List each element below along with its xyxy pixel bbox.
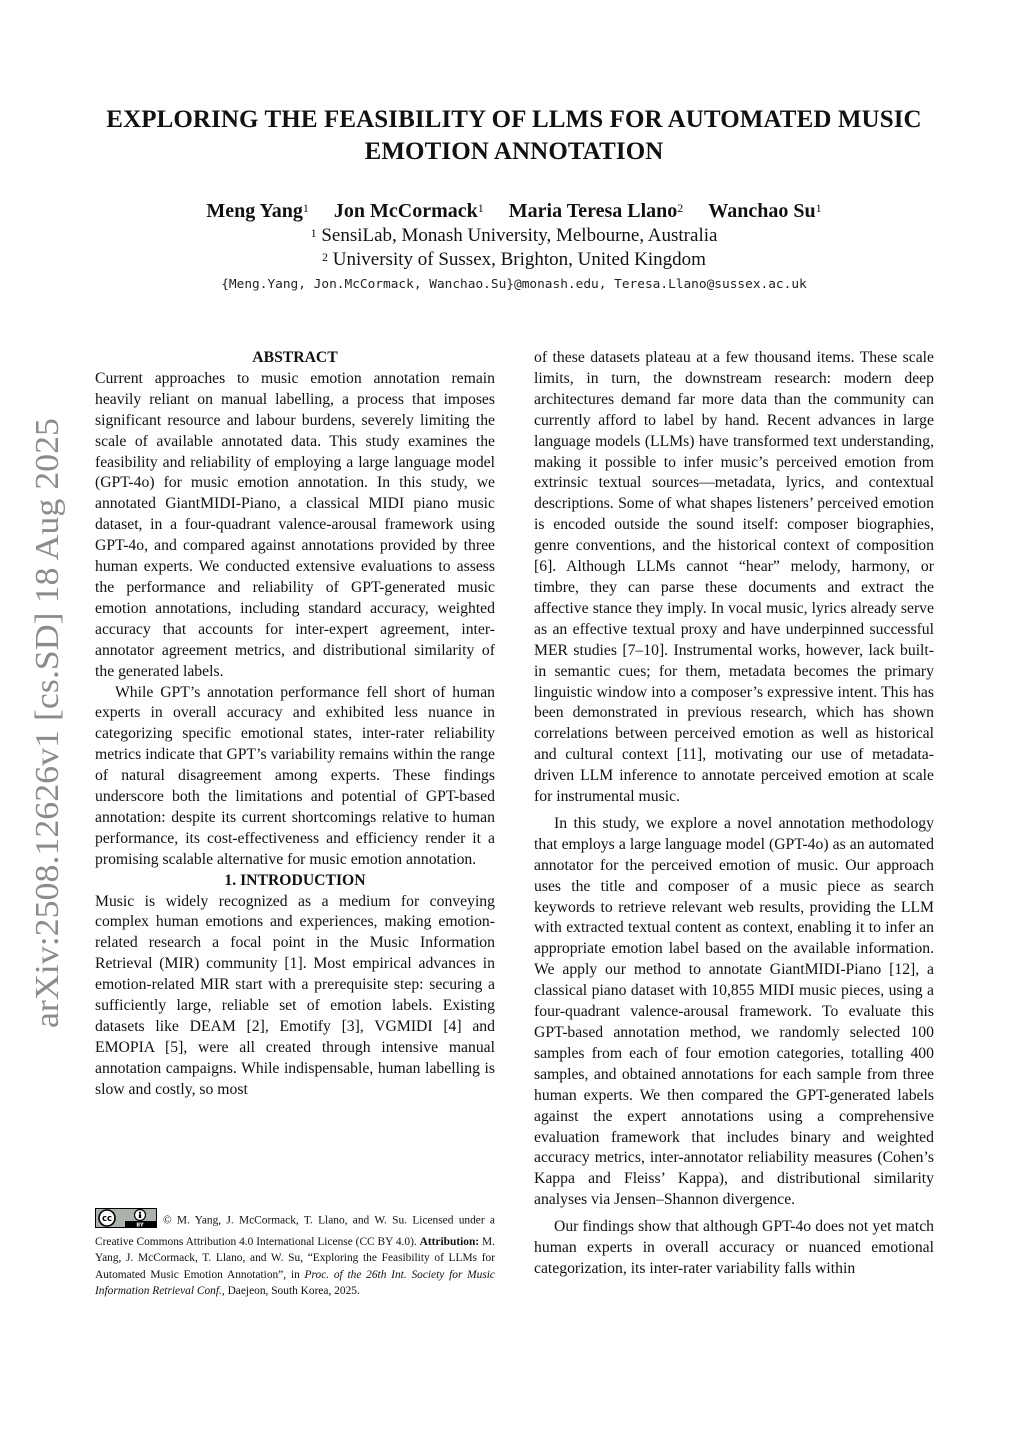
abstract-heading: ABSTRACT bbox=[252, 349, 338, 366]
title-line-2: EMOTION ANNOTATION bbox=[364, 138, 664, 165]
author: Maria Teresa Llano$^2$ bbox=[508, 200, 684, 222]
title-line-1: EXPLORING THE FEASIBILITY OF LLMS FOR AUTOMATED MUSIC bbox=[106, 106, 922, 133]
right-column bbox=[534, 348, 934, 1280]
methodology-paragraph: In this study, we explore a novel annotation methodology that employs a large language model (GPT-4o) as an automated annotator for the perceived emotion of music. Our approach uses the title and composer of a music piece as search keywords to retrieve relevant web results, providing the LLM with extracted textual content as context, enabling it to infer an appropriate emotion label based on the available information. We apply our method to annotate GiantMIDI-Piano [12], a classical piano dataset with 10,855 MIDI music pieces, using a four-quadrant valence-arousal framework. To evaluate this GPT-based annotation method, we randomly selected 100 samples from each of four emotion categories, totalling 400 samples, and obtained annotations for each sample from three human experts. We then compared the GPT-generated labels against the expert annotations using a comprehensive evaluation framework that includes binary and weighted accuracy metrics, inter-annotator reliability measures (Cohen’s Kappa and Fleiss’ Kappa), and distributional similarity analyses via Jensen–Shannon divergence. bbox=[534, 814, 934, 1209]
affiliation-1: $^1$ SensiLab, Monash University, Melbourne, Australia bbox=[310, 225, 718, 246]
intro-continued-paragraph: of these datasets plateau at a few thousand items. These scale limits, in turn, the downstream research: modern deep architectures demand far more data than the community can currently afford to label by hand. Recent advances in large language models (LLMs) have transformed text understanding, making it possible to infer music’s perceived emotion from extrinsic textual sources—metadata, lyrics, and contextual descriptions. Some of what shapes listeners’ perceived emotion is encoded outside the sound itself: composer biographies, genre conventions, and the historical context of composition [6]. Although LLMs cannot “hear” melody, harmony, or timbre, they can parse these documents and extract the affective stance they imply. In vocal music, lyrics already serve as an effective textual proxy and have underpinned successful MER studies [7–10]. Instrumental works, however, lack built-in semantic cues; for them, metadata becomes the primary linguistic window into a composer’s expressive intent. This has been demonstrated in previous research, which has shown correlations between perceived emotion as well as historical and cultural context [11], motivating our use of metadata-driven LLM inference to annotate perceived emotion at scale for instrumental music. bbox=[534, 349, 934, 806]
author: Wanchao Su$^1$ bbox=[708, 200, 822, 222]
license-footnote bbox=[95, 1208, 495, 1300]
abstract-paragraph-2: While GPT’s annotation performance fell short of human experts in overall accuracy and exhibited less nuance in categorizing specific emotional states, inter-rater reliability metrics indicate that GPT’s variability remains within the range of natural disagreement among experts. These findings underscore both the limitations and potential of GPT-based annotation: despite its current shortcomings relative to human performance, its cost-effectiveness and efficiency render it a promising scalable alternative for music emotion annotation. bbox=[95, 683, 495, 868]
svg-text:cc: cc bbox=[101, 1214, 113, 1225]
cc-by-license-icon bbox=[95, 1208, 157, 1234]
affiliation-2: $^2$ University of Sussex, Brighton, United Kingdom bbox=[322, 249, 706, 270]
author: Meng Yang$^1$ bbox=[206, 200, 309, 222]
attribution-label: Attribution: bbox=[419, 1235, 480, 1248]
attribution-text: M. Yang, J. McCormack, T. Llano, and W. Su, “Exploring the Feasibility of LLMs for Automated Music Emotion Annotation”, in bbox=[95, 1235, 495, 1281]
introduction-paragraph-1: Music is widely recognized as a medium for conveying complex human emotions and experiences, making emotion-related research a focal point in the Music Information Retrieval (MIR) community [1]. Most empirical advances in emotion-related MIR start with a prerequisite step: securing a sufficiently large, reliable set of emotion labels. Existing datasets like DEAM [2], Emotify [3], VGMIDI [4] and EMOPIA [5], were all created through intensive manual annotation campaigns. While indispensable, human labelling is slow and costly, so most bbox=[95, 892, 495, 1098]
arxiv-identifier-stamp bbox=[26, 418, 66, 1028]
author-list bbox=[96, 198, 932, 224]
findings-paragraph: Our findings show that although GPT-4o does not yet match human experts in overall accuracy or nuanced emotional categorization, its inter-rater variability falls within bbox=[534, 1218, 934, 1277]
paper-title bbox=[96, 104, 932, 168]
abstract-paragraph-1: Current approaches to music emotion annotation remain heavily reliant on manual labelling, a process that imposes significant resource and labour burdens, severely limiting the scale of available annotated data. This study examines the feasibility and reliability of employing a large language model (GPT-4o) for music emotion annotation. In this study, we annotated GiantMIDI-Piano, a classical MIDI piano music dataset, in a four-quadrant valence-arousal framework using GPT-4o, and compared against annotations provided by three human experts. We conducted extensive evaluations to assess the performance and reliability of GPT-generated music emotion annotations, including standard accuracy, weighted accuracy that accounts for inter-expert agreement, inter-annotator agreement metrics, and distributional similarity of the generated labels. bbox=[95, 369, 495, 680]
introduction-heading: 1. INTRODUCTION bbox=[224, 871, 366, 889]
cc-badge-label: BY bbox=[136, 1222, 144, 1228]
arxiv-stamp-text: arXiv:2508.12626v1 [cs.SD] 18 Aug 2025 bbox=[29, 450, 66, 1028]
location-text: Daejeon, South Korea, 2025. bbox=[227, 1285, 360, 1298]
venue-text: Proc. of the 26th Int. Society for Music Information Retrieval Conf., bbox=[95, 1268, 495, 1298]
author-emails: {Meng.Yang, Jon.McCormack, Wanchao.Su}@monash.edu, Teresa.Llano@sussex.ac.uk bbox=[221, 277, 807, 292]
copyright-text: © M. Yang, J. McCormack, T. Llano, and W. Su. Licensed under a Creative Commons Attribution 4.0 International License (CC BY 4.0). bbox=[95, 1214, 495, 1248]
left-column bbox=[95, 348, 495, 1101]
author: Jon McCormack$^1$ bbox=[333, 200, 484, 222]
